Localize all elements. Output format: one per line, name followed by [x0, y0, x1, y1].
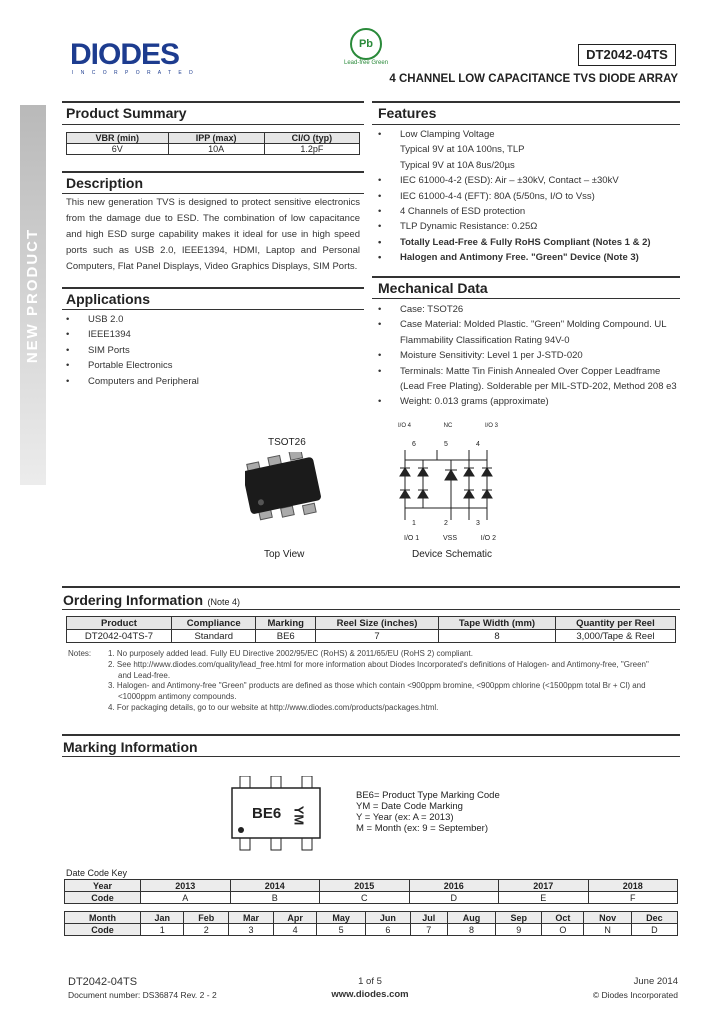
list-item: • IEC 61000-4-4 (EFT): 80A (5/50ns, I/O to Vss)	[378, 189, 678, 204]
schematic-top-labels	[398, 423, 498, 429]
footer-page: 1 of 5	[358, 976, 382, 987]
row-label: Year	[65, 880, 141, 892]
month-cell: Apr	[273, 912, 316, 924]
legend-item: Y = Year (ex: A = 2013)	[356, 812, 454, 823]
month-cell: Mar	[229, 912, 274, 924]
product-summary-table	[66, 132, 360, 155]
pin-label: I/O 4	[398, 423, 412, 429]
code-cell: 7	[410, 924, 447, 936]
lead-free-icon: Pb	[350, 28, 382, 60]
device-schematic-diagram	[395, 450, 495, 520]
features-title: Features	[378, 105, 437, 121]
code-cell: 2	[184, 924, 229, 936]
year-cell: 2015	[320, 880, 410, 892]
footer-date: June 2014	[633, 976, 678, 987]
schematic-caption: Device Schematic	[412, 549, 493, 560]
pin-number: 6	[412, 441, 416, 448]
list-item: • Moisture Sensitivity: Level 1 per J-STD-020	[378, 348, 678, 363]
year-cell: 2014	[230, 880, 320, 892]
list-item: • Terminals: Matte Tin Finish Annealed Over Copper Leadframe	[378, 364, 678, 379]
year-cell: 2018	[588, 880, 678, 892]
logo-subtitle: I N C O R P O R A T E D	[72, 70, 196, 76]
table-row	[65, 924, 678, 936]
list-item: • Halogen and Antimony Free. "Green" Device (Note 3)	[378, 250, 678, 265]
date-code-title: Date Code Key	[66, 868, 128, 878]
footer-part-number: DT2042-04TS	[68, 976, 138, 988]
year-code-table	[64, 879, 678, 904]
note-item: 3. Halogen- and Antimony-free "Green" products are defined as those which contain <900ppm bromine, <900ppm chlorine (<1500ppm total Br + Cl) and	[108, 681, 646, 691]
header-cell: Quantity per Reel	[555, 617, 675, 630]
list-item: Typical 9V at 10A 100ns, TLP	[400, 144, 525, 156]
ordering-heading	[63, 592, 240, 610]
header-cell: Compliance	[171, 617, 256, 630]
pin-label: NC	[443, 423, 453, 429]
year-cell: 2017	[499, 880, 589, 892]
new-product-label: NEW PRODUCT	[24, 227, 42, 363]
code-cell: O	[542, 924, 584, 936]
row-label: Code	[65, 924, 141, 936]
ordering-note: (Note 4)	[207, 597, 240, 607]
header-cell: Marking	[256, 617, 315, 630]
page-title: 4 CHANNEL LOW CAPACITANCE TVS DIODE ARRAY	[389, 73, 678, 85]
applications-title: Applications	[66, 291, 151, 307]
table-row	[65, 912, 678, 924]
month-cell: Jul	[410, 912, 447, 924]
list-item: • IEEE1394	[66, 327, 199, 342]
pin-number: 1	[412, 520, 416, 527]
divider	[62, 287, 364, 289]
ordering-title: Ordering Information	[63, 592, 203, 608]
table-cell: DT2042-04TS-7	[67, 630, 172, 643]
notes-list	[108, 649, 678, 714]
month-cell: Feb	[184, 912, 229, 924]
note-item: 2. See http://www.diodes.com/quality/lead_free.html for more information about Diodes Incorporated's definitions of Halogen- and Antimony-free, "Green"	[108, 659, 649, 669]
code-cell: 8	[447, 924, 496, 936]
note-item: <1000ppm antimony compounds.	[118, 692, 237, 702]
month-cell: Aug	[447, 912, 496, 924]
note-item: 4. For packaging details, go to our website at http://www.diodes.com/products/packages.html.	[108, 702, 439, 712]
chip-marking-code: BE6	[252, 805, 282, 822]
list-item: • SIM Ports	[66, 343, 199, 358]
legend-item: BE6= Product Type Marking Code	[356, 790, 500, 801]
divider	[372, 101, 680, 103]
divider	[62, 609, 680, 610]
month-code-table	[64, 911, 678, 936]
table-cell: BE6	[256, 630, 315, 643]
value-cell: 6V	[67, 144, 169, 155]
month-cell: Jun	[366, 912, 411, 924]
pin-number: 3	[476, 520, 480, 527]
pin-number: 5	[444, 441, 448, 448]
header-cell: Reel Size (inches)	[315, 617, 438, 630]
month-cell: Nov	[584, 912, 631, 924]
legend-item: M = Month (ex: 9 = September)	[356, 823, 489, 834]
chip-date-code: YM	[291, 805, 307, 826]
table-row	[65, 880, 678, 892]
schematic-bottom-labels	[404, 535, 496, 542]
pin-label: VSS	[442, 535, 457, 542]
description-text: This new generation TVS is designed to protect sensitive electronics from the damage due to ESD. The combination of low capacitance and high ESD surge capability makes it ideal for use in high speed ports such as USB 2.0, IEEE1394, HDMI, Laptop and Personal Computers, Flat Panel Displays, Video Graphics Displays, SIM Ports.	[66, 197, 360, 272]
header-cell: CI/O (typ)	[264, 133, 359, 144]
year-cell: 2013	[141, 880, 231, 892]
table-cell: Standard	[171, 630, 256, 643]
list-item: • TLP Dynamic Resistance: 0.25Ω	[378, 219, 678, 234]
divider	[62, 309, 364, 310]
ordering-table	[66, 616, 676, 643]
divider	[62, 171, 364, 173]
list-item: • Portable Electronics	[66, 358, 199, 373]
list-item: • Case Material: Molded Plastic. "Green" Molding Compound. UL	[378, 317, 678, 332]
code-cell: 9	[496, 924, 542, 936]
footer-site-link[interactable]: www.diodes.com	[331, 989, 409, 1000]
divider	[372, 298, 680, 299]
list-item: • 4 Channels of ESD protection	[378, 204, 678, 219]
list-item: Flammability Classification Rating 94V-0	[400, 334, 570, 346]
pin-label: I/O 1	[404, 535, 420, 542]
code-cell: 4	[273, 924, 316, 936]
code-cell: 5	[317, 924, 366, 936]
list-item: (Lead Free Plating). Solderable per MIL-STD-202, Method 208 e3	[400, 381, 677, 393]
code-cell: 1	[141, 924, 184, 936]
value-cell: 10A	[168, 144, 264, 155]
pin-label: I/O 2	[480, 535, 496, 542]
table-row	[67, 630, 676, 643]
lead-free-label: Lead-free Green	[344, 60, 389, 66]
product-summary-title: Product Summary	[66, 105, 187, 121]
package-caption: Top View	[264, 549, 305, 560]
table-row	[65, 892, 678, 904]
divider	[62, 193, 364, 194]
code-cell: E	[499, 892, 589, 904]
code-cell: N	[584, 924, 631, 936]
code-cell: A	[141, 892, 231, 904]
pin-number: 2	[444, 520, 448, 527]
header-cell: IPP (max)	[168, 133, 264, 144]
legend-item: YM = Date Code Marking	[356, 801, 463, 812]
package-label: TSOT26	[268, 437, 306, 448]
list-item: • Totally Lead-Free & Fully RoHS Compliant (Notes 1 & 2)	[378, 235, 678, 250]
list-item: • Computers and Peripheral	[66, 374, 199, 389]
note-item: 1. No purposely added lead. Fully EU Directive 2002/95/EC (RoHS) & 2011/65/EU (RoHS 2) compliant.	[108, 649, 473, 658]
table-cell: 3,000/Tape & Reel	[555, 630, 675, 643]
code-cell: 6	[366, 924, 411, 936]
divider	[372, 124, 680, 125]
header-cell: Product	[67, 617, 172, 630]
code-cell: 3	[229, 924, 274, 936]
mechanical-list	[378, 302, 678, 410]
month-cell: Dec	[631, 912, 677, 924]
part-number: DT2042-04TS	[578, 44, 676, 66]
header-cell: VBR (min)	[67, 133, 169, 144]
value-cell: 1.2pF	[264, 144, 359, 155]
table-cell: 7	[315, 630, 438, 643]
list-item: • IEC 61000-4-2 (ESD): Air – ±30kV, Contact – ±30kV	[378, 173, 678, 188]
divider	[62, 586, 680, 588]
list-item: • Case: TSOT26	[378, 302, 678, 317]
month-cell: May	[317, 912, 366, 924]
list-item: • Low Clamping Voltage	[378, 127, 678, 142]
applications-list	[66, 312, 199, 389]
footer-copyright: © Diodes Incorporated	[592, 990, 678, 1000]
marking-legend	[356, 790, 500, 834]
divider	[62, 734, 680, 736]
divider	[62, 756, 680, 757]
code-cell: B	[230, 892, 320, 904]
list-item: • Weight: 0.013 grams (approximate)	[378, 394, 678, 409]
divider	[62, 101, 364, 103]
row-label: Code	[65, 892, 141, 904]
divider	[62, 124, 364, 125]
month-cell: Oct	[542, 912, 584, 924]
list-item: Typical 9V at 10A 8us/20µs	[400, 159, 515, 171]
tsot26-package-icon	[245, 452, 335, 527]
diodes-logo: DIODES	[70, 38, 180, 71]
code-cell: D	[409, 892, 499, 904]
notes-label: Notes:	[68, 649, 92, 658]
header-cell: Tape Width (mm)	[439, 617, 556, 630]
list-item: • USB 2.0	[66, 312, 199, 327]
year-cell: 2016	[409, 880, 499, 892]
footer-doc-number: Document number: DS36874 Rev. 2 - 2	[68, 990, 217, 1000]
code-cell: F	[588, 892, 678, 904]
month-cell: Sep	[496, 912, 542, 924]
code-cell: C	[320, 892, 410, 904]
pin-number: 4	[476, 441, 480, 448]
table-cell: 8	[439, 630, 556, 643]
mechanical-title: Mechanical Data	[378, 280, 488, 296]
divider	[372, 276, 680, 278]
description-title: Description	[66, 175, 144, 191]
pin-label: I/O 3	[484, 423, 498, 429]
row-label: Month	[65, 912, 141, 924]
month-cell: Jan	[141, 912, 184, 924]
features-list	[378, 127, 678, 266]
marking-title: Marking Information	[63, 739, 198, 755]
note-item: and Lead-free.	[118, 670, 171, 680]
code-cell: D	[631, 924, 677, 936]
